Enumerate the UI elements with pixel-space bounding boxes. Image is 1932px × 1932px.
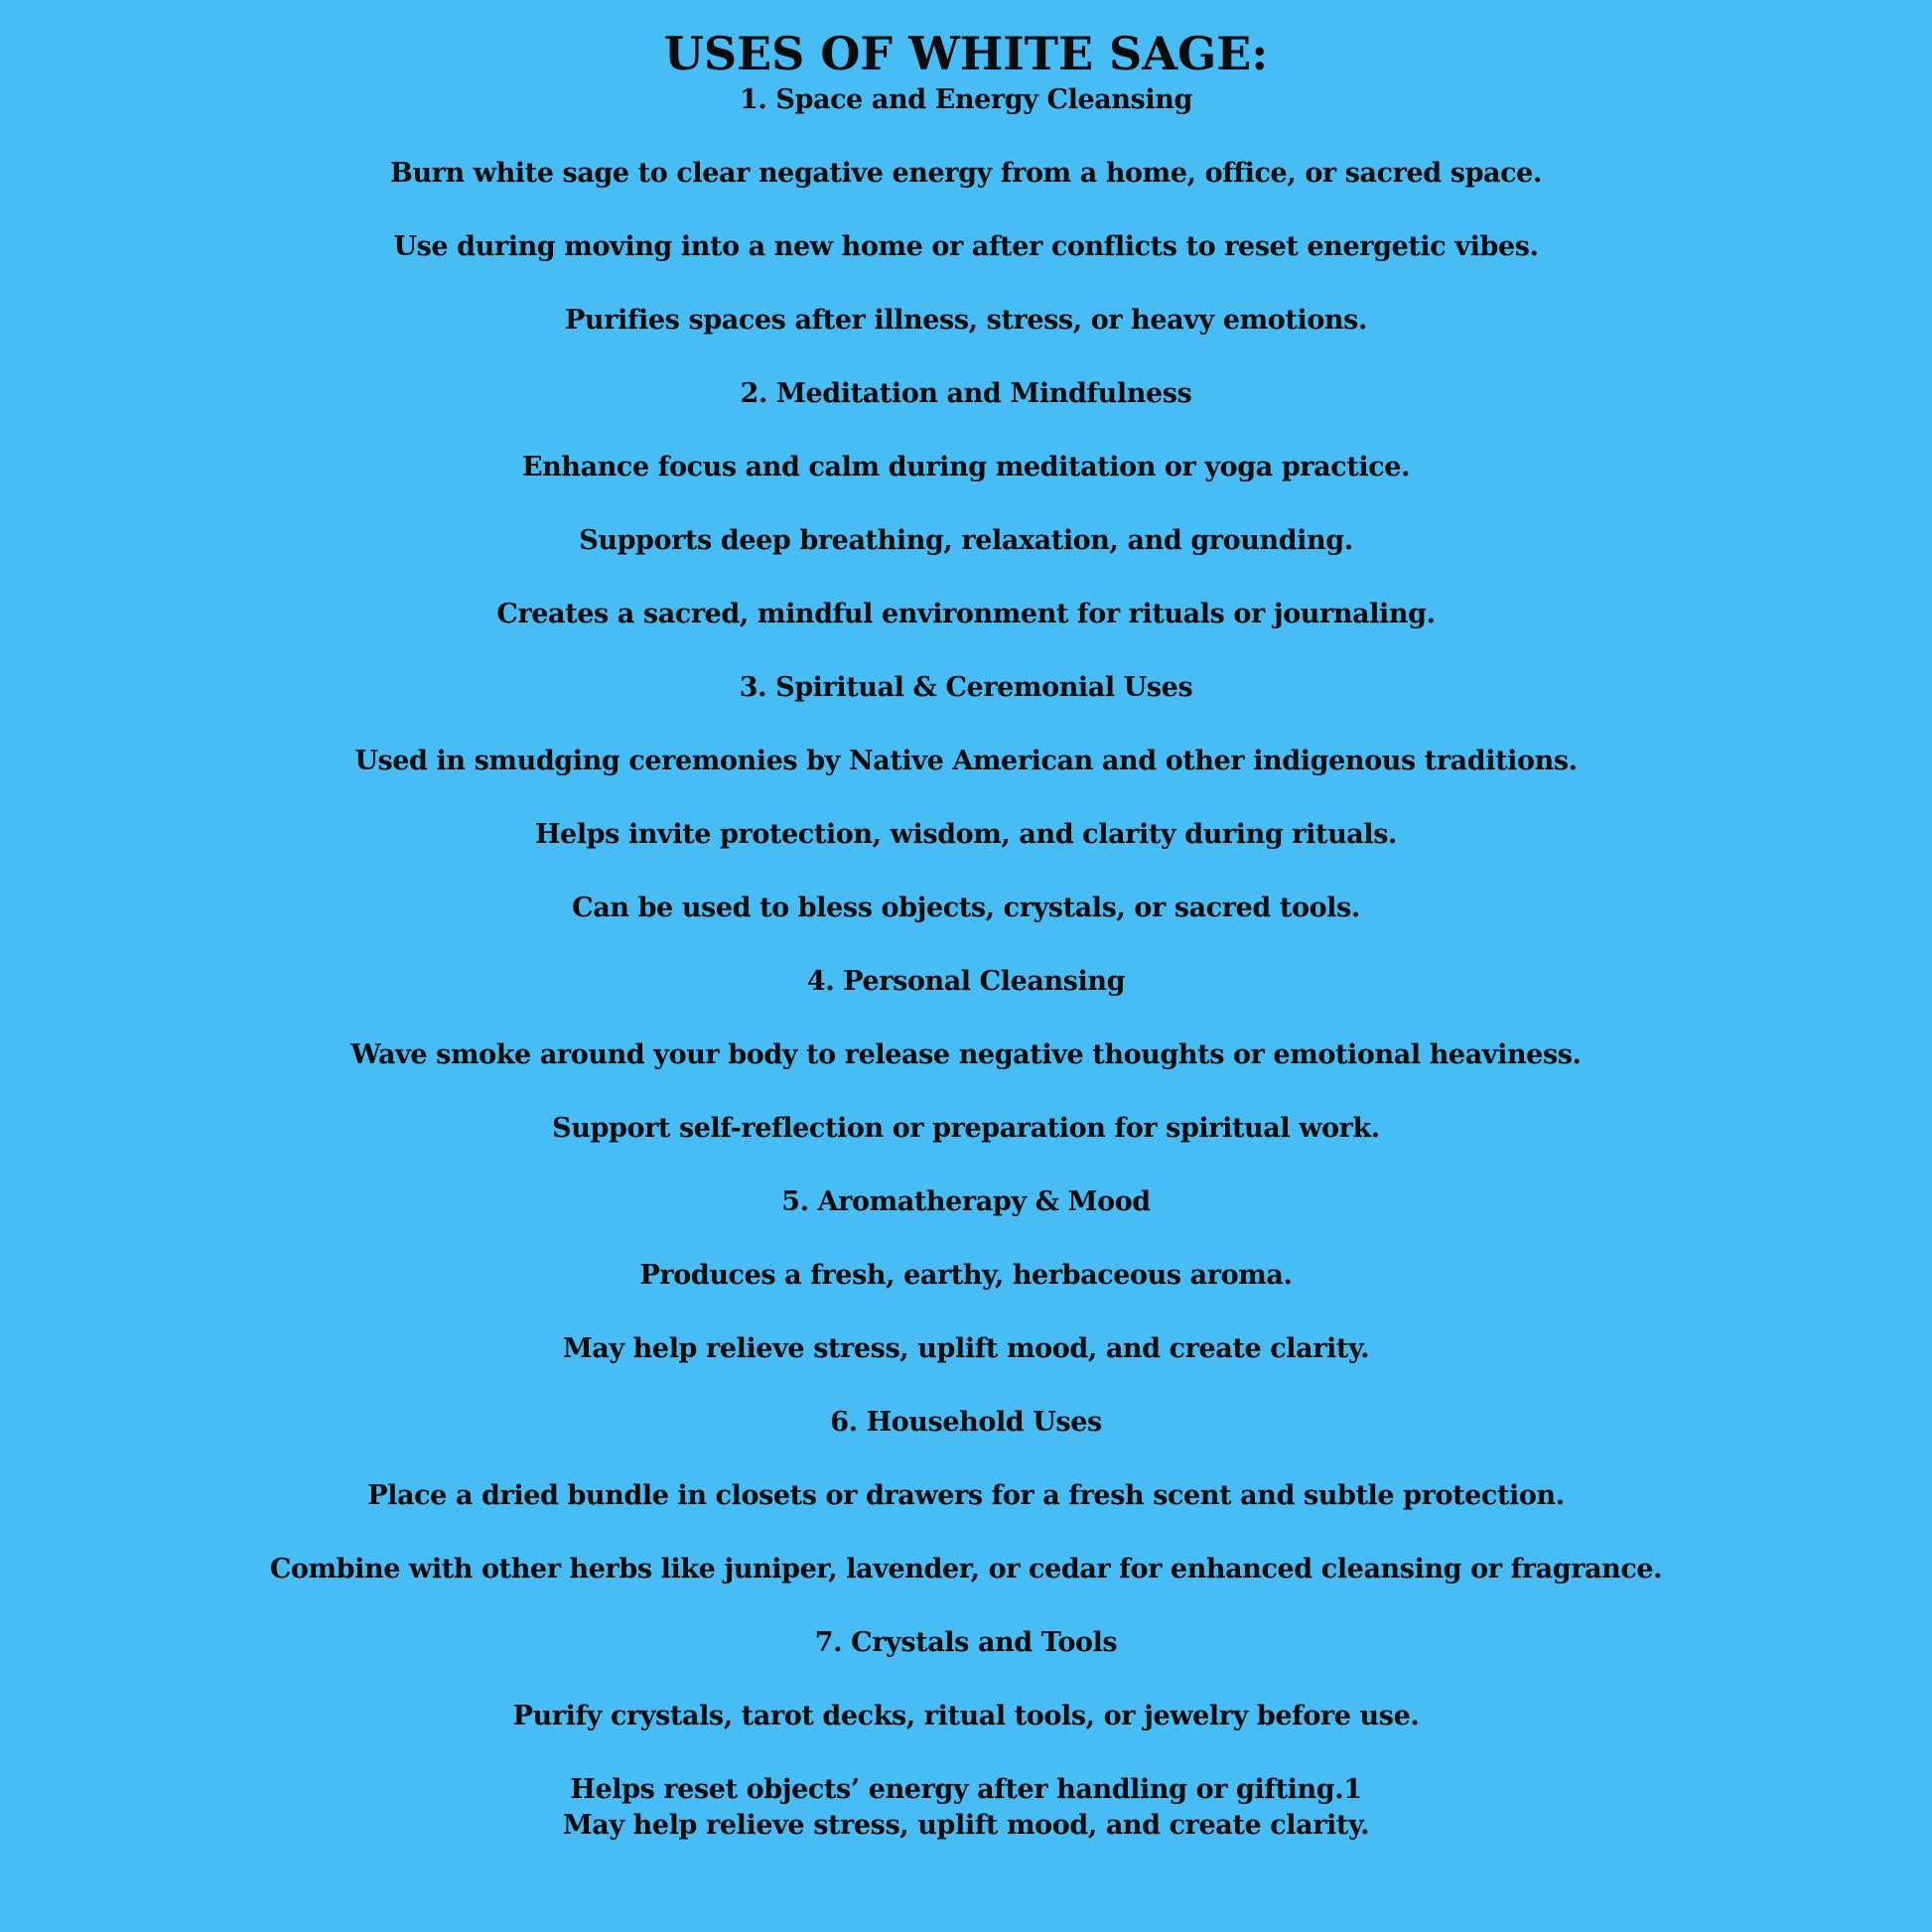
text-line: Use during moving into a new home or after conflicts to reset energetic vibes. [393,231,1539,262]
text-line: Creates a sacred, mindful environment for rituals or journaling. [496,599,1436,629]
text-line: Used in smudging ceremonies by Native American and other indigenous traditions. [354,746,1578,776]
text-line: Place a dried bundle in closets or drawers for a fresh scent and subtle protection. [367,1480,1565,1511]
text-line: May help relieve stress, uplift mood, and create clarity. [562,1810,1370,1841]
text-line: Helps reset objects’ energy after handling or gifting.1 [570,1774,1362,1805]
section-heading-spiritual: 3. Spiritual & Ceremonial Uses [739,672,1193,703]
section-heading-household: 6. Household Uses [830,1407,1102,1438]
text-line: Produces a fresh, earthy, herbaceous aroma. [639,1260,1293,1291]
page-title: USES OF WHITE SAGE: [663,27,1269,80]
text-line: Purifies spaces after illness, stress, or heavy emotions. [565,305,1367,336]
text-line: Can be used to bless objects, crystals, or sacred tools. [572,893,1360,923]
text-line: Combine with other herbs like juniper, lavender, or cedar for enhanced cleansing or fragrance. [269,1554,1663,1585]
text-line: Purify crystals, tarot decks, ritual tools, or jewelry before use. [512,1701,1420,1731]
section-heading-crystals: 7. Crystals and Tools [814,1627,1118,1658]
text-line: Wave smoke around your body to release negative thoughts or emotional heaviness. [350,1039,1582,1070]
text-line: Enhance focus and calm during meditation or yoga practice. [521,452,1411,483]
section-heading-aromatherapy: 5. Aromatherapy & Mood [781,1186,1151,1217]
text-line: Support self-reflection or preparation for spiritual work. [552,1113,1380,1144]
text-line: May help relieve stress, uplift mood, and create clarity. [562,1333,1370,1364]
text-line: Supports deep breathing, relaxation, and grounding. [579,525,1353,556]
section-heading-meditation: 2. Meditation and Mindfulness [740,378,1192,409]
text-line: Helps invite protection, wisdom, and clarity during rituals. [534,819,1398,850]
section-heading-personal-cleansing: 4. Personal Cleansing [806,966,1126,997]
section-heading-space-cleansing: 1. Space and Energy Cleansing [740,84,1192,115]
text-line: Burn white sage to clear negative energy from a home, office, or sacred space. [390,158,1542,189]
